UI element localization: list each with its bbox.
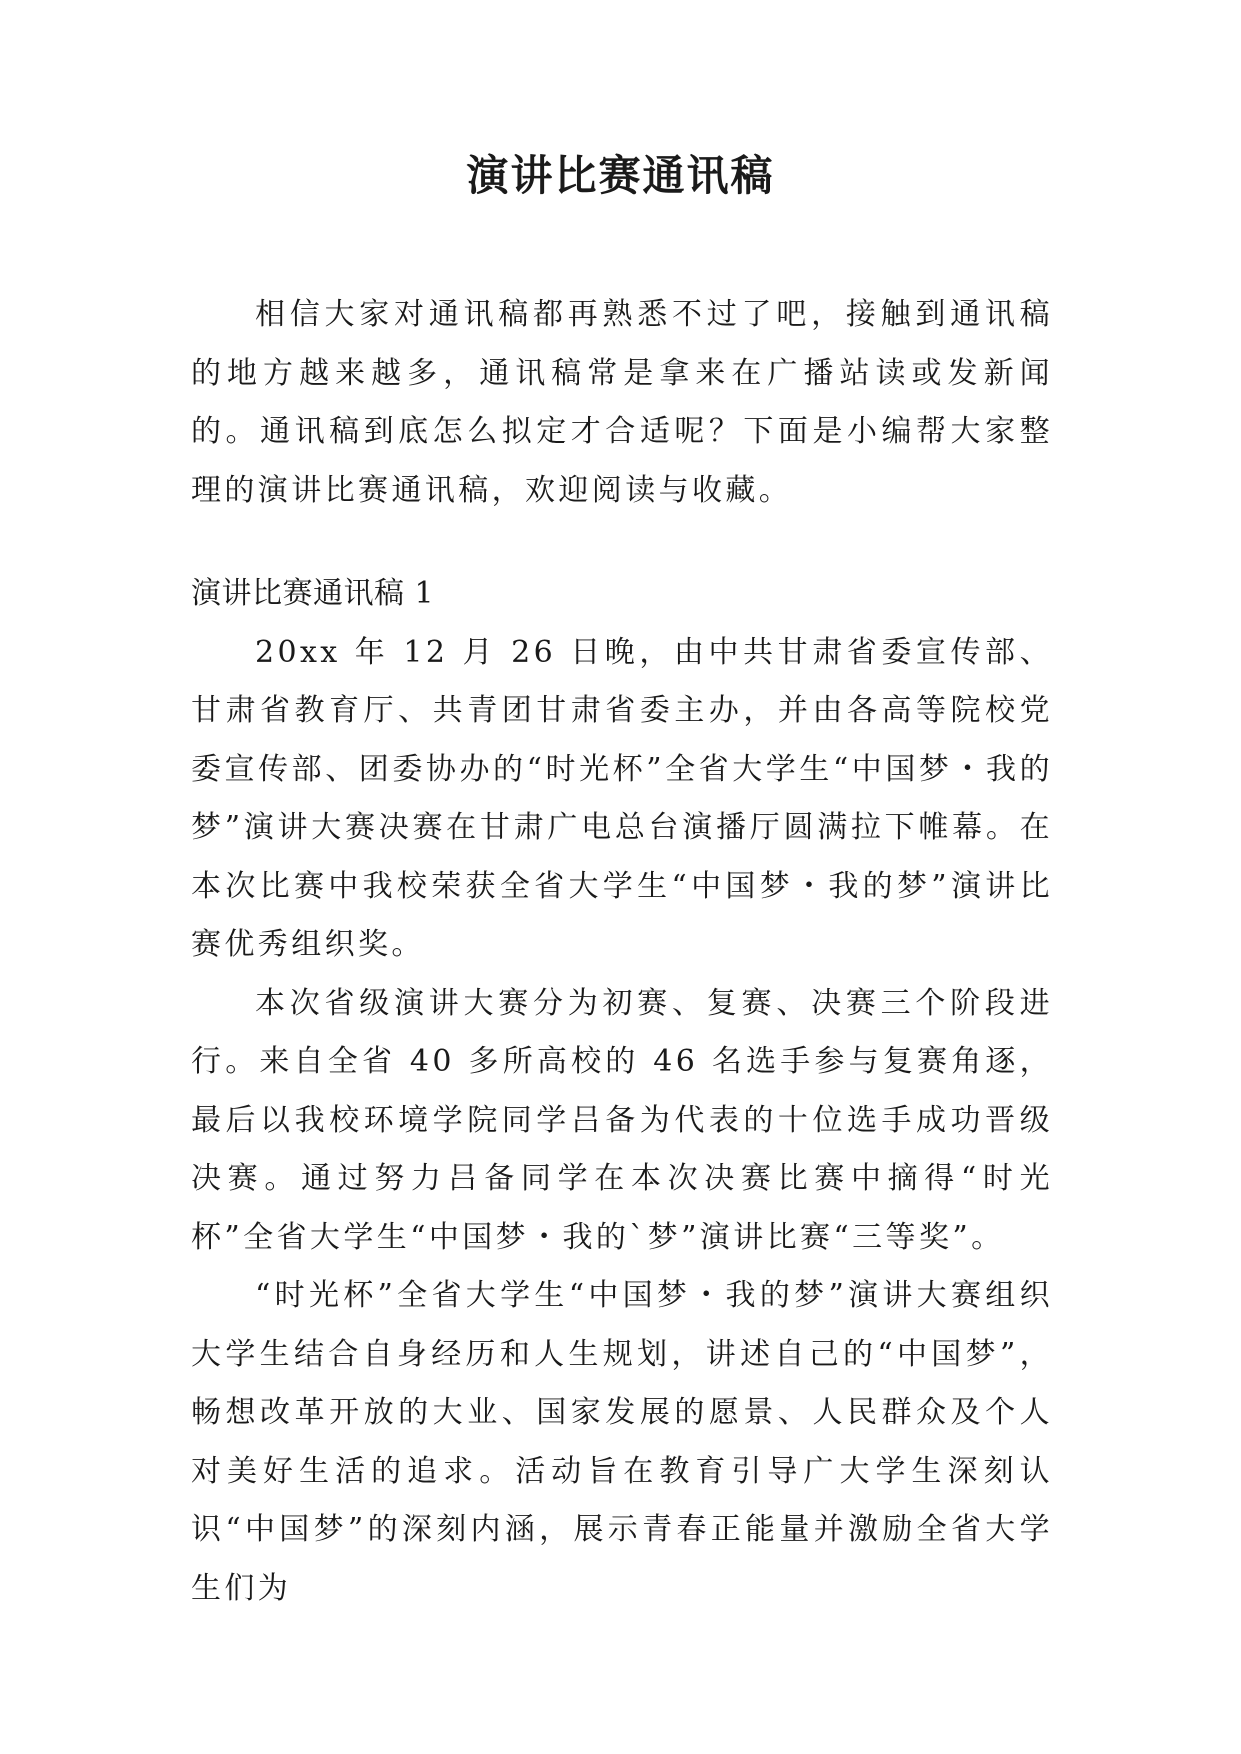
document-title: 演讲比赛通讯稿 — [466, 151, 775, 200]
body-paragraph-1: 20xx 年 12 月 26 日晚，由中共甘肃省委宣传部、甘肃省教育厅、共青团甘肃省委主办，并由各高等院校党委宣传部、团委协办的“时光杯”全省大学生“中国梦・我的梦”演讲大赛决赛在甘肃广电总台演播厅圆满拉下帷幕。在本次比赛中我校荣获全省大学生“中国梦・我的梦”演讲比赛优秀组织奖。 — [191, 634, 1053, 962]
document-body — [191, 286, 1053, 1618]
body-paragraph-2: 本次省级演讲大赛分为初赛、复赛、决赛三个阶段进行。来自全省 40 多所高校的 46 名选手参与复赛角逐，最后以我校环境学院同学吕备为代表的十位选手成功晋级决赛。通过努力吕备同学在本次决赛比赛中摘得“时光杯”全省大学生“中国梦・我的`梦”演讲比赛“三等奖”。 — [191, 985, 1053, 1255]
intro-paragraph: 相信大家对通讯稿都再熟悉不过了吧，接触到通讯稿的地方越来越多，通讯稿常是拿来在广播站读或发新闻的。通讯稿到底怎么拟定才合适呢？下面是小编帮大家整理的演讲比赛通讯稿，欢迎阅读与收藏。 — [191, 297, 1053, 508]
section-heading: 演讲比赛通讯稿 1 — [191, 576, 435, 611]
body-paragraph-3: “时光杯”全省大学生“中国梦・我的梦”演讲大赛组织大学生结合自身经历和人生规划，讲述自己的“中国梦”，畅想改革开放的大业、国家发展的愿景、人民群众及个人对美好生活的追求。活动旨在教育引导广大学生深刻认识“中国梦”的深刻内涵，展示青春正能量并激励全省大学生们为 — [191, 1278, 1053, 1606]
